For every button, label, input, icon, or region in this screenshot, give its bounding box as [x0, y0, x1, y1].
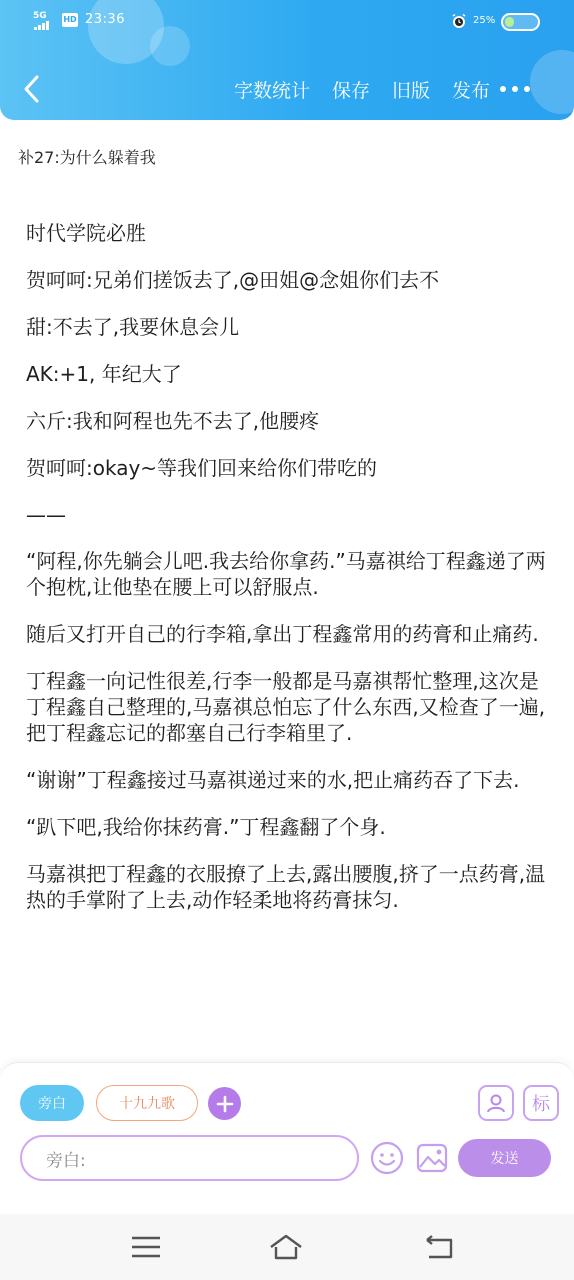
narration-chip[interactable]: 旁白 — [20, 1085, 84, 1121]
word-count-button[interactable]: 字数统计 — [233, 80, 310, 102]
story-paragraph: 马嘉祺把丁程鑫的衣服撩了上去,露出腰腹,挤了一点药膏,温热的手掌附了上去,动作轻柔地将药膏抹匀. — [26, 862, 546, 912]
chat-line: 时代学院必胜 — [26, 221, 146, 245]
story-paragraph: “谢谢”丁程鑫接过马嘉祺递过来的水,把止痛药吞了下去. — [26, 768, 520, 792]
smiley-icon — [370, 1141, 404, 1175]
story-paragraph: 丁程鑫一向记性很差,行李一般都是马嘉祺帮忙整理,这次是丁程鑫自己整理的,马嘉祺总怕忘了什么东西,又检查了一遍,把丁程鑫忘记的都塞自己行李箱里了. — [26, 669, 546, 745]
back-icon[interactable] — [421, 1232, 457, 1262]
home-icon[interactable] — [268, 1232, 304, 1262]
more-dot-icon — [500, 86, 506, 92]
old-version-button[interactable]: 旧版 — [391, 80, 430, 102]
chapter-title[interactable]: 补27:为什么躲着我 — [18, 148, 156, 167]
toolbar-actions — [234, 76, 490, 103]
story-content[interactable] — [26, 220, 546, 934]
section-divider: —— — [26, 503, 66, 527]
story-paragraph: 随后又打开自己的行李箱,拿出丁程鑫常用的药膏和止痛药. — [26, 622, 539, 646]
image-icon — [415, 1141, 449, 1175]
add-character-button[interactable] — [208, 1087, 241, 1120]
message-input[interactable]: 旁白: — [20, 1135, 359, 1181]
plus-icon — [216, 1095, 234, 1113]
story-paragraph: “趴下吧,我给你抹药膏.”丁程鑫翻了个身. — [26, 815, 386, 839]
image-button[interactable] — [415, 1141, 449, 1175]
back-button[interactable] — [14, 70, 48, 108]
mark-button[interactable]: 标 — [523, 1085, 559, 1121]
menu-icon[interactable] — [128, 1232, 164, 1262]
battery-percent: 25% — [473, 15, 496, 26]
system-nav-bar — [0, 1214, 574, 1280]
save-button[interactable]: 保存 — [331, 80, 370, 102]
signal-icon — [34, 21, 49, 30]
more-options-button[interactable] — [500, 80, 540, 98]
chat-line: 贺呵呵:兄弟们搓饭去了,@田姐@念姐你们去不 — [26, 268, 440, 292]
app-header — [0, 0, 574, 120]
character-chip[interactable]: 十九九歌 — [96, 1085, 198, 1121]
battery-icon — [501, 13, 540, 31]
chat-line: 六斤:我和阿程也先不去了,他腰疼 — [26, 409, 320, 433]
role-button[interactable] — [478, 1085, 514, 1121]
chevron-left-icon — [22, 74, 40, 104]
compose-panel — [0, 1062, 574, 1214]
hd-badge: HD — [62, 13, 78, 27]
person-icon — [484, 1091, 508, 1115]
chat-line: 贺呵呵:okay~等我们回来给你们带吃的 — [26, 456, 378, 480]
chat-line: 甜:不去了,我要休息会儿 — [26, 315, 240, 339]
network-type: 5G — [33, 11, 47, 21]
story-paragraph: “阿程,你先躺会儿吧.我去给你拿药.”马嘉祺给丁程鑫递了两个抱枕,让他垫在腰上可以舒服点. — [26, 549, 546, 599]
publish-button[interactable]: 发布 — [451, 80, 490, 102]
send-button[interactable]: 发送 — [458, 1139, 551, 1177]
emoji-button[interactable] — [370, 1141, 404, 1175]
chat-line: AK:+1, 年纪大了 — [26, 362, 182, 386]
alarm-icon — [451, 13, 467, 29]
battery-level — [505, 17, 514, 27]
status-time: 23:36 — [85, 12, 125, 27]
more-dot-icon — [524, 86, 530, 92]
status-bar — [0, 0, 574, 44]
more-dot-icon — [512, 86, 518, 92]
